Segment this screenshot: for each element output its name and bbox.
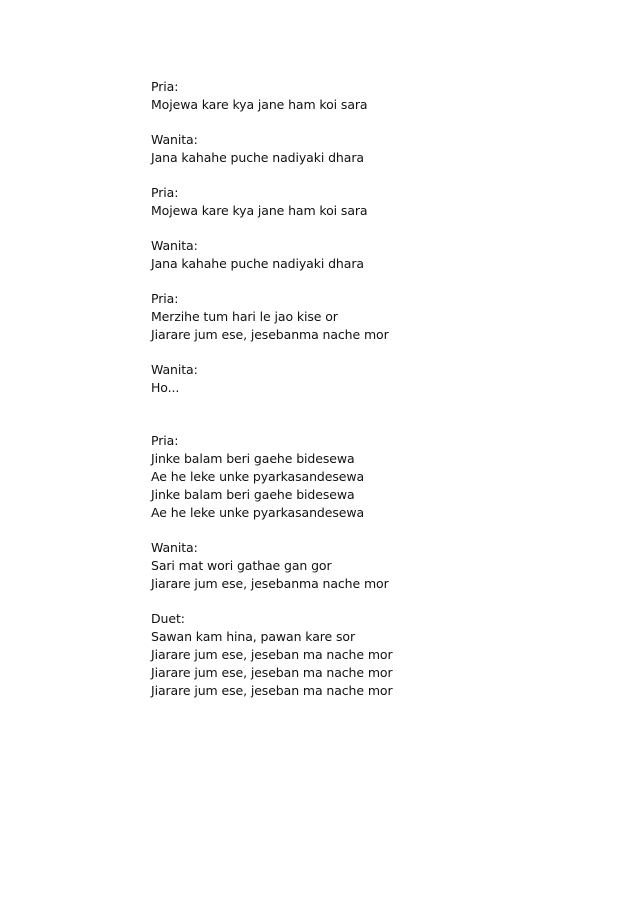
lyric-line: Jana kahahe puche nadiyaki dhara bbox=[151, 256, 364, 271]
lyric-line: Ho... bbox=[151, 380, 180, 395]
lyric-stanza bbox=[151, 539, 591, 593]
lyric-stanza bbox=[151, 237, 591, 273]
lyric-line: Sari mat wori gathae gan gor bbox=[151, 558, 332, 573]
lyric-line: Jinke balam beri gaehe bidesewa bbox=[151, 487, 355, 502]
lyrics-text bbox=[151, 78, 591, 717]
speaker-label: Wanita: bbox=[151, 362, 198, 377]
lyric-stanza bbox=[151, 131, 591, 167]
lyric-stanza bbox=[151, 184, 591, 220]
lyric-line: Jiarare jum ese, jesebanma nache mor bbox=[151, 327, 389, 342]
lyric-stanza bbox=[151, 610, 591, 700]
lyric-line: Jiarare jum ese, jeseban ma nache mor bbox=[151, 665, 393, 680]
lyric-line: Ae he leke unke pyarkasandesewa bbox=[151, 469, 365, 484]
speaker-label: Wanita: bbox=[151, 132, 198, 147]
lyric-line: Mojewa kare kya jane ham koi sara bbox=[151, 203, 368, 218]
speaker-label: Pria: bbox=[151, 185, 179, 200]
speaker-label: Wanita: bbox=[151, 238, 198, 253]
lyric-line: Jinke balam beri gaehe bidesewa bbox=[151, 451, 355, 466]
lyric-stanza bbox=[151, 290, 591, 344]
lyric-line: Sawan kam hina, pawan kare sor bbox=[151, 629, 356, 644]
lyric-line: Jiarare jum ese, jesebanma nache mor bbox=[151, 576, 389, 591]
lyric-line: Merzihe tum hari le jao kise or bbox=[151, 309, 338, 324]
speaker-label: Pria: bbox=[151, 79, 179, 94]
lyric-line: Mojewa kare kya jane ham koi sara bbox=[151, 97, 368, 112]
lyric-stanza bbox=[151, 361, 591, 397]
lyric-line: Jiarare jum ese, jeseban ma nache mor bbox=[151, 647, 393, 662]
lyric-stanza bbox=[151, 432, 591, 522]
lyric-line: Jiarare jum ese, jeseban ma nache mor bbox=[151, 683, 393, 698]
lyric-line: Jana kahahe puche nadiyaki dhara bbox=[151, 150, 364, 165]
speaker-label: Pria: bbox=[151, 433, 179, 448]
lyric-stanza bbox=[151, 78, 591, 114]
speaker-label: Pria: bbox=[151, 291, 179, 306]
lyric-line: Ae he leke unke pyarkasandesewa bbox=[151, 505, 365, 520]
speaker-label: Duet: bbox=[151, 611, 185, 626]
speaker-label: Wanita: bbox=[151, 540, 198, 555]
